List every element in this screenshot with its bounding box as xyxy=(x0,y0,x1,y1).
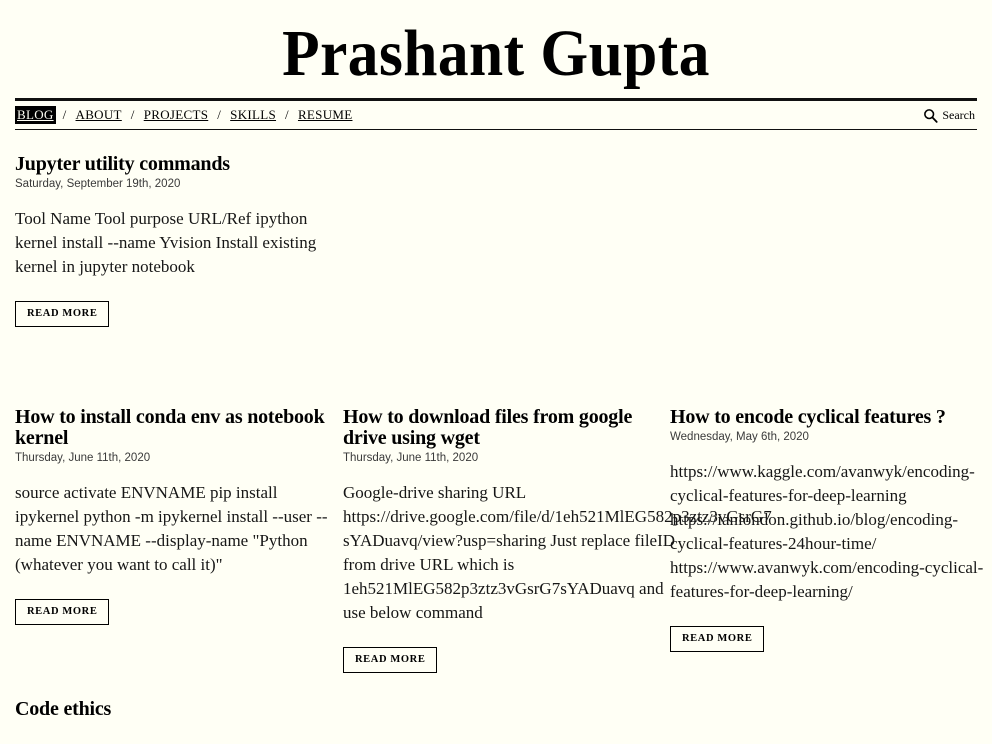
excerpt-line: features-for-deep-learning/ xyxy=(670,582,853,601)
nav-separator: / xyxy=(130,107,135,122)
post-title[interactable]: Code ethics xyxy=(15,698,112,720)
excerpt-line: cyclical-features-24hour-time/ xyxy=(670,534,877,553)
nav-item-resume[interactable]: RESUME xyxy=(297,107,353,122)
nav-item-blog[interactable]: BLOG xyxy=(17,107,54,122)
excerpt-line: https://drive.google.com/file/d/1eh521MlEG582p3ztz3vGsrG7 xyxy=(343,507,772,526)
nav-separator: / xyxy=(285,107,289,122)
post-title[interactable]: How to encode cyclical features ? xyxy=(670,406,946,428)
excerpt-line: name ENVNAME --display-name "Python xyxy=(15,531,308,550)
excerpt-line: (whatever you want to call it)" xyxy=(15,555,223,574)
excerpt-line: Google-drive sharing URL xyxy=(343,483,527,502)
main-navigation xyxy=(15,98,977,130)
read-more-button[interactable]: READ MORE xyxy=(15,599,109,625)
post-title[interactable]: Jupyter utility commands xyxy=(15,153,230,175)
excerpt-line: kernel install --name Yvision Install existing xyxy=(15,233,317,252)
site-header xyxy=(0,0,992,98)
nav-item-skills[interactable]: SKILLS xyxy=(230,107,277,122)
post-date: Wednesday, May 6th, 2020 xyxy=(670,431,809,443)
post-date: Thursday, June 11th, 2020 xyxy=(15,452,151,464)
read-more-button[interactable]: READ MORE xyxy=(670,626,764,652)
read-more-button[interactable]: READ MORE xyxy=(15,301,109,327)
nav-item-projects[interactable]: PROJECTS xyxy=(143,107,209,122)
post-card xyxy=(670,407,990,652)
post-title[interactable]: How to install conda env as notebook kernel xyxy=(15,406,325,449)
excerpt-line: source activate ENVNAME pip install xyxy=(15,483,278,502)
post-card xyxy=(15,699,335,722)
excerpt-line: sYADuavq/view?usp=sharing Just replace fileID xyxy=(343,531,676,550)
search-icon xyxy=(923,108,938,123)
nav-separator: / xyxy=(217,107,222,122)
excerpt-line: https://www.avanwyk.com/encoding-cyclical- xyxy=(670,558,984,577)
excerpt-line: use below command xyxy=(343,603,483,622)
excerpt-line: https://www.kaggle.com/avanwyk/encoding- xyxy=(670,462,975,481)
post-title[interactable]: How to download files from google drive using wget xyxy=(343,406,633,449)
excerpt-line: cyclical-features-for-deep-learning xyxy=(670,486,907,505)
excerpt-line: 1eh521MlEG582p3ztz3vGsrG7sYADuavq and xyxy=(343,579,664,598)
post-list xyxy=(15,130,984,720)
post-date: Saturday, September 19th, 2020 xyxy=(15,178,181,190)
excerpt-line: Tool Name Tool purpose URL/Ref ipython xyxy=(15,209,308,228)
excerpt-line: kernel in jupyter notebook xyxy=(15,257,195,276)
post-excerpt xyxy=(15,207,335,279)
post-excerpt xyxy=(15,481,330,577)
search-button[interactable] xyxy=(923,108,977,123)
post-card xyxy=(15,407,330,625)
excerpt-line: from drive URL which is xyxy=(343,555,515,574)
post-date: Thursday, June 11th, 2020 xyxy=(343,452,479,464)
nav-item-about[interactable]: ABOUT xyxy=(75,107,122,122)
search-label: Search xyxy=(942,107,975,122)
nav-links xyxy=(15,106,354,124)
site-title: Prashant Gupta xyxy=(282,17,710,90)
post-excerpt xyxy=(670,460,990,604)
excerpt-line: https://ianlondon.github.io/blog/encoding- xyxy=(670,510,959,529)
post-card xyxy=(15,154,335,327)
nav-separator: / xyxy=(62,107,67,122)
excerpt-line: ipykernel python -m ipykernel install --user -- xyxy=(15,507,328,526)
read-more-button[interactable]: READ MORE xyxy=(343,647,437,673)
